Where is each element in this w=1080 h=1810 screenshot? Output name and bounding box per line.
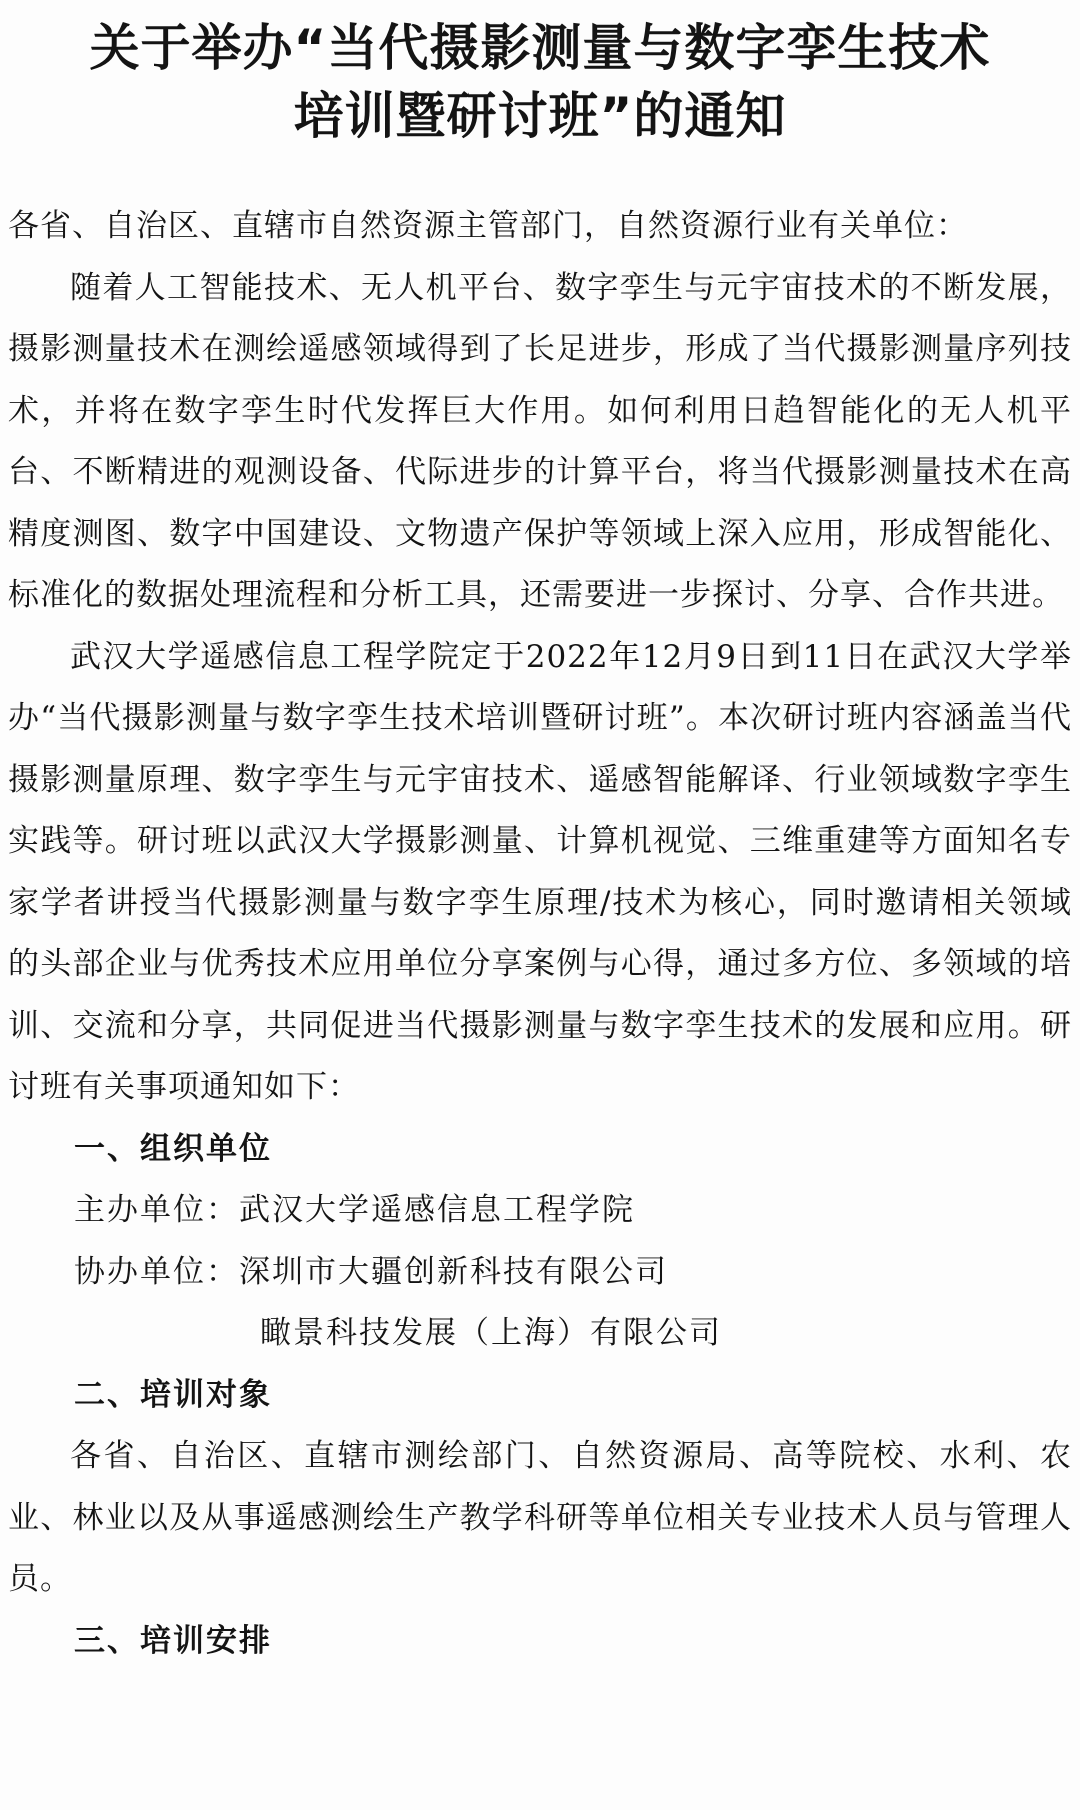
paragraph-announcement: 武汉大学遥感信息工程学院定于2022年12月9日到11日在武汉大学举办“当代摄影测量与数字孪生技术培训暨研讨班”。本次研讨班内容涵盖当代摄影测量原理、数字孪生与元宇宙技术、遥感智能解译、行业领域数字孪生实践等。研讨班以武汉大学摄影测量、计算机视觉、三维重建等方面知名专家学者讲授当代摄影测量与数字孪生原理/技术为核心，同时邀请相关领域的头部企业与优秀技术应用单位分享案例与心得，通过多方位、多领域的培训、交流和分享，共同促进当代摄影测量与数字孪生技术的发展和应用。研讨班有关事项通知如下： xyxy=(8,638,1072,1105)
document-title-line-2: 培训暨研讨班”的通知 xyxy=(293,87,787,145)
host-organizer-value: 武汉大学遥感信息工程学院 xyxy=(239,1192,635,1228)
salutation: 各省、自治区、直辖市自然资源主管部门，自然资源行业有关单位： xyxy=(8,208,968,244)
host-organizer-label: 主办单位： xyxy=(74,1192,239,1228)
document-body xyxy=(8,196,1072,1672)
co-organizer-label: 协办单位： xyxy=(74,1253,239,1290)
document-title-line-1: 关于举办“当代摄影测量与数字孪生技术 xyxy=(89,19,991,77)
section-heading-organizers: 一、组织单位 xyxy=(74,1130,272,1167)
document-title xyxy=(0,0,1080,150)
section-heading-audience: 二、培训对象 xyxy=(74,1376,272,1413)
host-organizer-row xyxy=(8,1180,1072,1242)
co-organizer-value-1: 深圳市大疆创新科技有限公司 xyxy=(239,1253,668,1290)
paragraph-audience: 各省、自治区、直辖市测绘部门、自然资源局、高等院校、水利、农业、林业以及从事遥感测绘生产教学科研等单位相关专业技术人员与管理人员。 xyxy=(8,1438,1072,1597)
paragraph-background: 随着人工智能技术、无人机平台、数字孪生与元宇宙技术的不断发展，摄影测量技术在测绘遥感领域得到了长足进步，形成了当代摄影测量序列技术，并将在数字孪生时代发挥巨大作用。如何利用日趋智能化的无人机平台、不断精进的观测设备、代际进步的计算平台，将当代摄影测量技术在高精度测图、数字中国建设、文物遗产保护等领域上深入应用，形成智能化、标准化的数据处理流程和分析工具，还需要进一步探讨、分享、合作共进。 xyxy=(8,269,1072,613)
co-organizer-value-2: 瞰景科技发展（上海）有限公司 xyxy=(260,1315,722,1351)
section-heading-schedule: 三、培训安排 xyxy=(74,1622,272,1659)
co-organizer-row xyxy=(8,1242,1072,1304)
